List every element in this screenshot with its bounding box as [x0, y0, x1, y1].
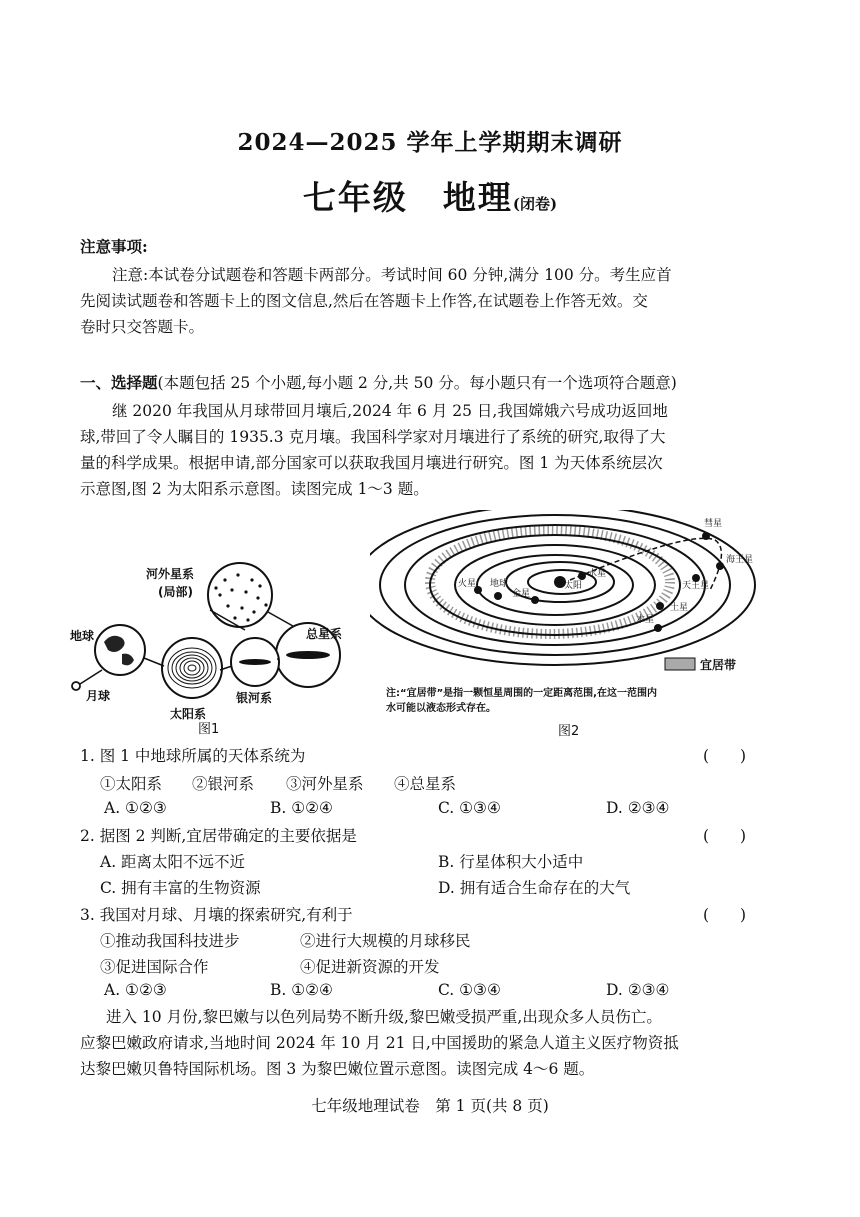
legend-swatch: [665, 658, 695, 670]
fig1-label-moon: 月球: [86, 689, 111, 703]
intro-line-4: 示意图,图 2 为太阳系示意图。读图完成 1～3 题。: [80, 480, 429, 498]
exam-subtitle: [0, 172, 860, 219]
q1-item-4: ④总星系: [394, 775, 457, 793]
section-heading: 一、选择题: [80, 373, 158, 392]
q1-answer-paren: ( ): [703, 747, 747, 765]
fig2-legend-label: 宜居带: [700, 658, 737, 672]
notice-line-1: 注意:本试卷分试题卷和答题卡两部分。考试时间 60 分钟,满分 100 分。考生应首: [112, 266, 672, 284]
q3-item-2: ②进行大规模的月球移民: [300, 932, 471, 950]
subtitle-main: 七年级 地理: [302, 178, 513, 217]
q3-item-3: ③促进国际合作: [100, 958, 209, 976]
q2-option-d[interactable]: D. 拥有适合生命存在的大气: [438, 879, 631, 897]
fig2-label-neptune: 海王星: [726, 555, 754, 565]
fig1-label-extragalactic-sub: (局部): [158, 585, 193, 599]
notice-heading: 注意事项:: [80, 237, 148, 256]
figure2-solar-system: [370, 510, 780, 680]
q1-option-b[interactable]: B. ①②④: [270, 799, 333, 817]
fig2-label-sun: 太阳: [564, 581, 583, 591]
section-desc: (本题包括 25 个小题,每小题 2 分,共 50 分。每小题只有一个选项符合题意): [157, 374, 677, 392]
section-heading-line: [80, 370, 677, 396]
q3-option-d[interactable]: D. ②③④: [606, 981, 670, 999]
subtitle-suffix: (闭卷): [512, 195, 558, 213]
q1-stem: 1. 图 1 中地球所属的天体系统为: [80, 747, 306, 765]
fig1-label-universe: 总星系: [306, 627, 343, 641]
q1-option-a[interactable]: A. ①②③: [104, 799, 167, 817]
q2-option-a[interactable]: A. 距离太阳不远不近: [100, 853, 246, 871]
fig2-label-saturn: 土星: [670, 603, 689, 613]
figure2-note-line-1: 注:“宜居带”是指一颗恒星周围的一定距离范围,在这一范围内: [386, 688, 657, 699]
q1-item-2: ②银河系: [192, 775, 255, 793]
figure2-note-line-2: 水可能以液态形式存在。: [386, 703, 496, 714]
fig2-label-uranus: 天王星: [682, 581, 710, 591]
q2-stem: 2. 据图 2 判断,宜居带确定的主要依据是: [80, 827, 357, 845]
q1-item-3: ③河外星系: [286, 775, 364, 793]
figure1-caption: 图1: [198, 722, 220, 737]
q2-option-c[interactable]: C. 拥有丰富的生物资源: [100, 879, 261, 897]
fig2-label-mercury: 水星: [588, 569, 607, 579]
q3-stem: 3. 我国对月球、月壤的探索研究,有利于: [80, 906, 353, 924]
intro-line-2: 球,带回了令人瞩目的 1935.3 克月壤。我国科学家对月壤进行了系统的研究,取得了大: [80, 428, 666, 446]
q3-item-4: ④促进新资源的开发: [300, 958, 440, 976]
intro-line-3: 量的科学成果。根据申请,部分国家可以获取我国月壤进行研究。图 1 为天体系统层次: [80, 454, 663, 472]
q2-option-b[interactable]: B. 行星体积大小适中: [438, 853, 584, 871]
figure1-diagram: [60, 550, 380, 735]
fig1-label-earth: 地球: [70, 629, 95, 643]
exam-title: 2024—2025 学年上学期期末调研: [237, 129, 623, 156]
figure2-caption: 图2: [558, 724, 580, 739]
notice-line-3: 卷时只交答题卡。: [80, 318, 205, 336]
fig2-label-comet: 彗星: [704, 519, 723, 529]
fig1-label-solar-system: 太阳系: [170, 707, 207, 721]
q3-option-c[interactable]: C. ①③④: [438, 981, 501, 999]
q3-option-b[interactable]: B. ①②④: [270, 981, 333, 999]
fig1-label-milky-way: 银河系: [236, 691, 273, 705]
q1-item-1: ①太阳系: [100, 775, 163, 793]
q3-item-1: ①推动我国科技进步: [100, 932, 240, 950]
fig1-label-extragalactic: 河外星系: [146, 567, 195, 581]
solar-system-circle: [162, 638, 222, 698]
q3-option-a[interactable]: A. ①②③: [104, 981, 167, 999]
fig2-label-venus: 金星: [512, 589, 531, 599]
intro-line-1: 继 2020 年我国从月球带回月壤后,2024 年 6 月 25 日,我国嫦娥六号成功返回地: [112, 402, 668, 420]
q1-option-d[interactable]: D. ②③④: [606, 799, 670, 817]
q1-option-c[interactable]: C. ①③④: [438, 799, 501, 817]
moon-dot: [72, 682, 80, 690]
closing-line-3: 达黎巴嫩贝鲁特国际机场。图 3 为黎巴嫩位置示意图。读图完成 4～6 题。: [80, 1060, 595, 1078]
fig2-label-jupiter: 木星: [636, 615, 655, 625]
q3-answer-paren: ( ): [703, 906, 747, 924]
closing-line-1: 进入 10 月份,黎巴嫩与以色列局势不断升级,黎巴嫩受损严重,出现众多人员伤亡。: [106, 1008, 662, 1026]
q2-answer-paren: ( ): [703, 827, 747, 845]
closing-line-2: 应黎巴嫩政府请求,当地时间 2024 年 10 月 21 日,中国援助的紧急人道主义医疗物资抵: [80, 1034, 679, 1052]
fig2-label-mars: 火星: [458, 579, 477, 589]
extragalactic-circle: [208, 563, 272, 627]
notice-line-2: 先阅读试题卷和答题卡上的图文信息,然后在答题卡上作答,在试题卷上作答无效。交: [80, 292, 648, 310]
fig2-label-earth: 地球: [490, 579, 509, 589]
page-footer: 七年级地理试卷 第 1 页(共 8 页): [311, 1097, 549, 1115]
